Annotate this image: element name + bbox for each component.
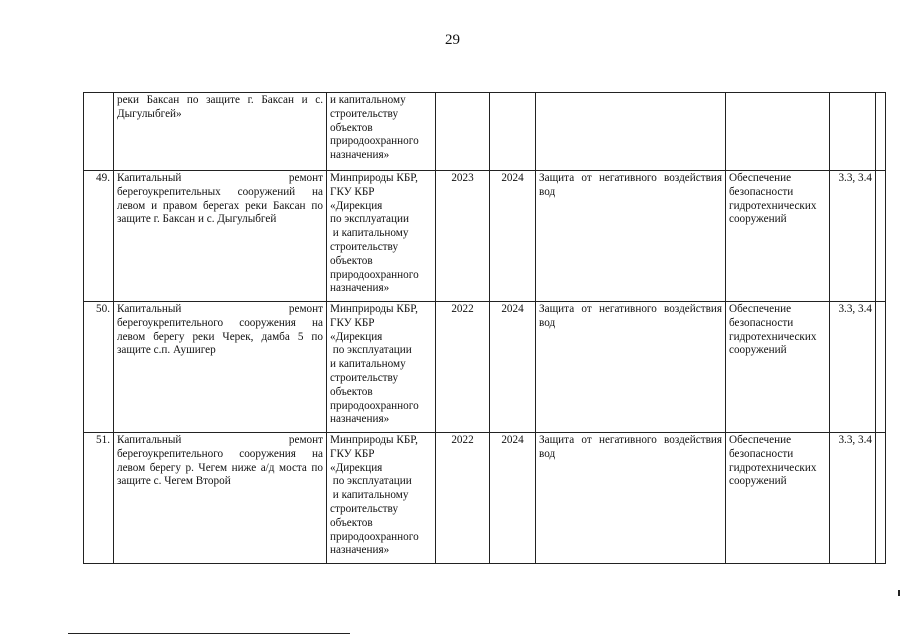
indicator-cell: 3.3, 3.4 (830, 433, 876, 564)
indicator-cell: 3.3, 3.4 (830, 171, 876, 302)
goal-cell: Защита от негативного воздействия вод (536, 302, 726, 433)
responsible-line: «Дирекция (330, 461, 383, 474)
indicator-cell: 3.3, 3.4 (830, 302, 876, 433)
goal-cell (536, 93, 726, 171)
start-year-cell: 2022 (436, 302, 490, 433)
responsible-line: строительству (330, 502, 399, 515)
result-line: безопасности (729, 185, 794, 198)
result-line: Обеспечение (729, 303, 792, 315)
footnote-separator (68, 633, 350, 634)
measures-table (83, 92, 886, 564)
result-cell (726, 302, 830, 433)
responsible-line: и капитальному (330, 227, 409, 240)
responsible-cell (327, 171, 436, 302)
end-year-cell: 2024 (490, 302, 536, 433)
result-line: гидротехнических (729, 330, 817, 343)
result-line: сооружений (729, 213, 787, 226)
result-cell (726, 93, 830, 171)
responsible-line: Минприроды КБР, (330, 303, 418, 315)
result-line: Обеспечение (729, 172, 792, 184)
responsible-cell (327, 302, 436, 433)
responsible-line: и капитальному (330, 94, 406, 106)
result-cell (726, 433, 830, 564)
start-year-cell (436, 93, 490, 171)
end-year-cell: 2024 (490, 433, 536, 564)
scan-mark (898, 590, 900, 596)
responsible-line: природоохранного (330, 399, 419, 412)
responsible-line: объектов (330, 385, 373, 398)
responsible-line: назначения» (330, 282, 390, 295)
edge-cell (876, 302, 886, 433)
responsible-line: ГКУ КБР (330, 447, 375, 460)
responsible-line: строительству (330, 107, 399, 120)
edge-cell (876, 433, 886, 564)
responsible-line: по эксплуатации (330, 475, 412, 488)
table-row (84, 171, 886, 302)
responsible-line: по эксплуатации (330, 344, 412, 357)
start-year-cell: 2023 (436, 171, 490, 302)
responsible-line: назначения» (330, 544, 390, 557)
responsible-line: природоохранного (330, 135, 419, 148)
edge-cell (876, 171, 886, 302)
table-row (84, 433, 886, 564)
responsible-line: объектов (330, 121, 373, 134)
responsible-line: назначения» (330, 149, 390, 162)
table-row (84, 302, 886, 433)
responsible-line: строительству (330, 371, 399, 384)
result-line: безопасности (729, 447, 794, 460)
responsible-line: и капитальному (330, 489, 409, 502)
result-line: сооружений (729, 344, 787, 357)
responsible-line: и капитальному (330, 358, 406, 371)
result-cell (726, 171, 830, 302)
description-cell: Капитальный ремонт берегоукрепительных сооружений на левом и правом берегах реки Баксан по защите г. Баксан и с. Дыгулыбгей (114, 171, 327, 302)
row-number-cell (84, 93, 114, 171)
table-row-continuation (84, 93, 886, 171)
responsible-line: природоохранного (330, 268, 419, 281)
row-number-cell: 49. (84, 171, 114, 302)
result-line: безопасности (729, 316, 794, 329)
responsible-line: объектов (330, 254, 373, 267)
responsible-line: Минприроды КБР, (330, 172, 418, 184)
row-number-cell: 51. (84, 433, 114, 564)
edge-cell (876, 93, 886, 171)
responsible-line: ГКУ КБР (330, 185, 375, 198)
result-line: гидротехнических (729, 461, 817, 474)
responsible-line: Минприроды КБР, (330, 434, 418, 446)
end-year-cell (490, 93, 536, 171)
responsible-line: ГКУ КБР (330, 316, 375, 329)
description-cell: реки Баксан по защите г. Баксан и с. Дыгулыбгей» (114, 93, 327, 171)
result-line: Обеспечение (729, 434, 792, 446)
responsible-line: по эксплуатации (330, 213, 409, 226)
responsible-line: природоохранного (330, 530, 419, 543)
start-year-cell: 2022 (436, 433, 490, 564)
responsible-line: назначения» (330, 413, 390, 426)
responsible-line: «Дирекция (330, 199, 383, 212)
responsible-cell (327, 433, 436, 564)
result-line: сооружений (729, 475, 787, 488)
indicator-cell (830, 93, 876, 171)
responsible-line: «Дирекция (330, 330, 383, 343)
end-year-cell: 2024 (490, 171, 536, 302)
responsible-line: строительству (330, 240, 399, 253)
goal-cell: Защита от негативного воздействия вод (536, 433, 726, 564)
result-line: гидротехнических (729, 199, 817, 212)
description-cell: Капитальный ремонт берегоукрепительного сооружения на левом берегу р. Чегем ниже а/д моста по защите с. Чегем Второй (114, 433, 327, 564)
page-number: 29 (445, 32, 460, 48)
responsible-cell (327, 93, 436, 171)
goal-cell: Защита от негативного воздействия вод (536, 171, 726, 302)
row-number-cell: 50. (84, 302, 114, 433)
responsible-line: объектов (330, 516, 373, 529)
description-cell: Капитальный ремонт берегоукрепительного сооружения на левом берегу реки Черек, дамба 5 по защите с.п. Аушигер (114, 302, 327, 433)
